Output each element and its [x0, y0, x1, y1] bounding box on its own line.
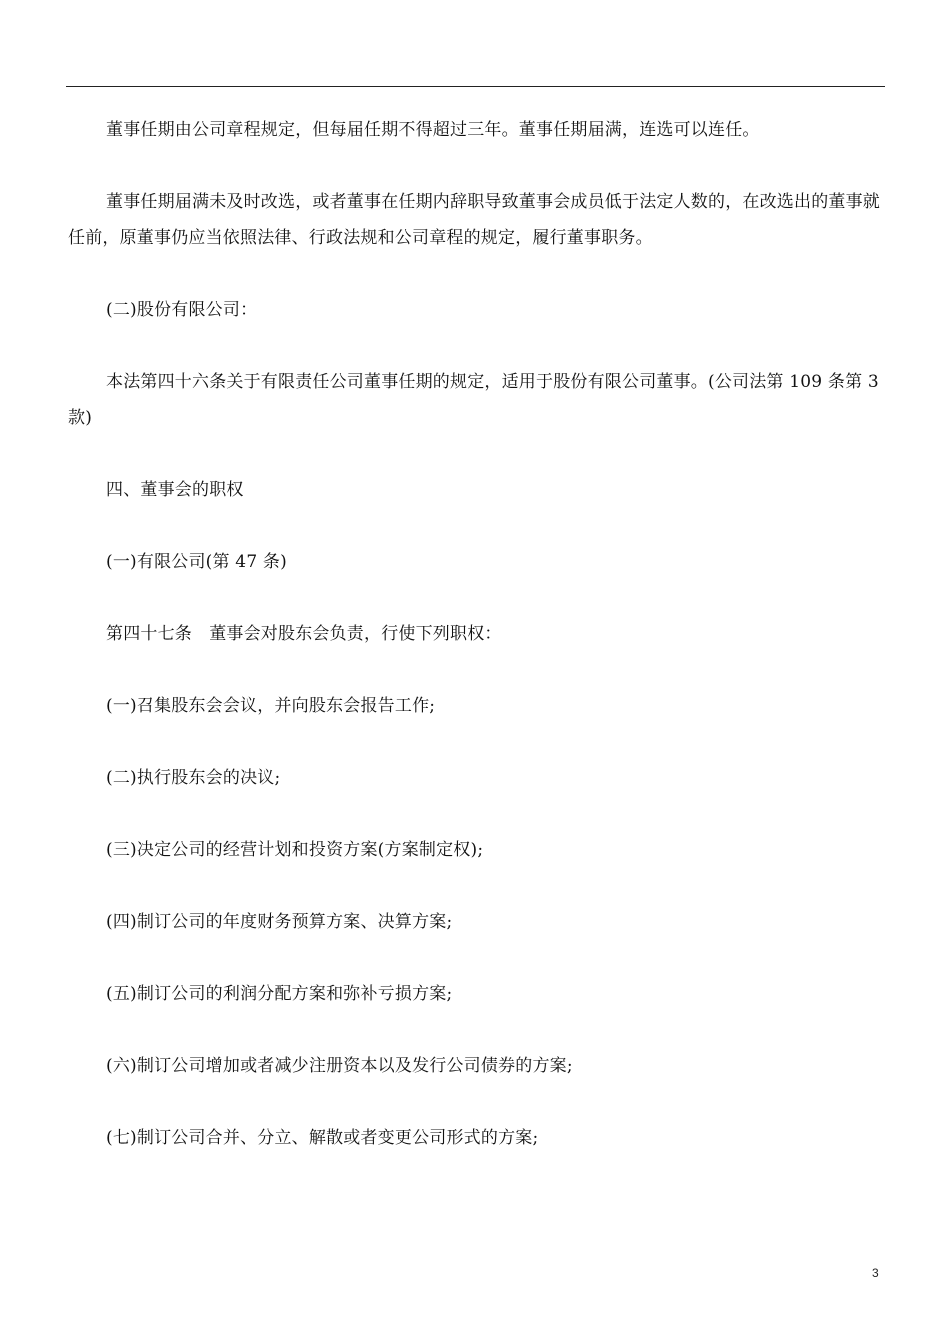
section-heading-board-powers: 四、董事会的职权: [106, 480, 244, 500]
list-item-power-6: (六)制订公司增加或者减少注册资本以及发行公司债券的方案;: [106, 1056, 573, 1076]
paragraph-term-limit: 董事任期由公司章程规定，但每届任期不得超过三年。董事任期届满，连选可以连任。: [106, 120, 760, 140]
header-rule: [66, 86, 885, 87]
page-number: 3: [872, 1266, 879, 1280]
paragraph-article-109: 本法第四十六条关于有限责任公司董事任期的规定，适用于股份有限公司董事。(公司法第 109 条第 3 款): [68, 372, 879, 428]
paragraph-limited-company-47: (一)有限公司(第 47 条): [106, 552, 287, 572]
list-item-power-7: (七)制订公司合并、分立、解散或者变更公司形式的方案;: [106, 1128, 539, 1148]
list-item-power-5: (五)制订公司的利润分配方案和弥补亏损方案;: [106, 984, 453, 1004]
paragraph-joint-stock-heading: (二)股份有限公司：: [106, 300, 258, 320]
paragraph-term-expiry: 董事任期届满未及时改选，或者董事在任期内辞职导致董事会成员低于法定人数的，在改选出的董事就任前，原董事仍应当依照法律、行政法规和公司章程的规定，履行董事职务。: [68, 192, 880, 248]
list-item-power-3: (三)决定公司的经营计划和投资方案(方案制定权);: [106, 840, 484, 860]
document-body: [68, 112, 885, 1192]
paragraph-article-47: 第四十七条 董事会对股东会负责，行使下列职权：: [106, 624, 502, 644]
list-item-power-4: (四)制订公司的年度财务预算方案、决算方案;: [106, 912, 453, 932]
list-item-power-1: (一)召集股东会会议，并向股东会报告工作;: [106, 696, 436, 716]
list-item-power-2: (二)执行股东会的决议;: [106, 768, 281, 788]
